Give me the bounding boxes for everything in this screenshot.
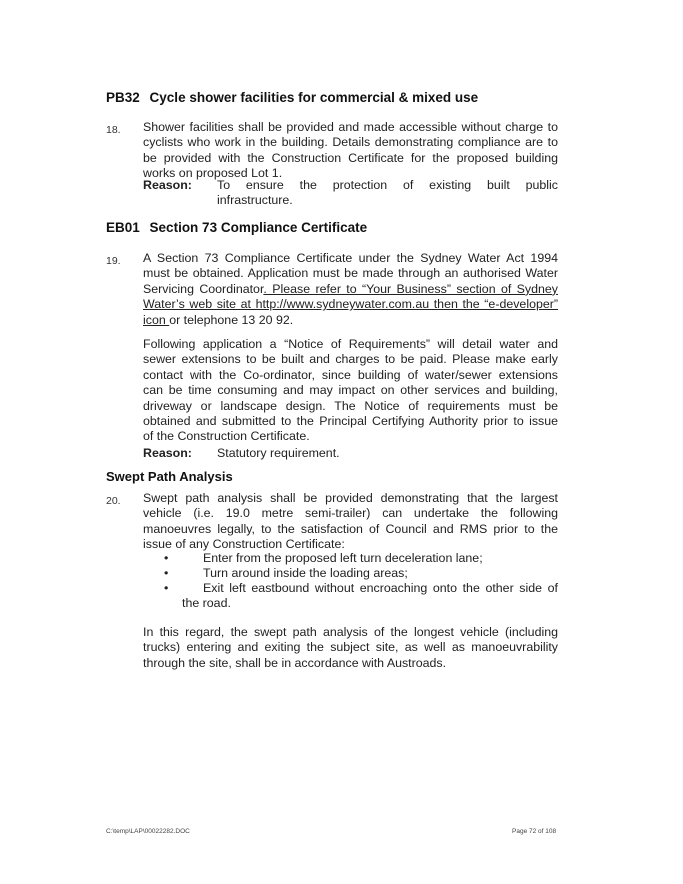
bullet-icon: •	[164, 551, 169, 565]
text-line: obtained and submitted to the Principal Certifying Authority prior to issue	[143, 414, 558, 429]
text-line: To ensure the protection of existing built public	[217, 178, 558, 192]
condition-text-18	[143, 120, 558, 182]
condition-title: Cycle shower facilities for commercial & mixed use	[149, 90, 479, 105]
heading-pb32	[106, 90, 478, 105]
condition-title: Section 73 Compliance Certificate	[149, 220, 368, 235]
bullet-icon: •	[164, 581, 169, 595]
condition-text-20-austroads	[143, 625, 558, 671]
text-line: Following application a “Notice of Requirements” will detail water and	[143, 337, 558, 351]
text-line: driveway or landscape design. The Notice of requirements must be	[143, 398, 558, 413]
condition-code: EB01	[106, 220, 140, 235]
text-line: Exit left eastbound without encroaching onto the other side of	[203, 581, 558, 595]
text-line: A Section 73 Compliance Certificate under the Sydney Water Act 1994	[143, 251, 558, 265]
text-line: through the site, shall be in accordance with Austroads.	[143, 655, 447, 670]
text-fragment: Servicing Coordinator	[143, 281, 264, 296]
text-line: be provided with the Construction Certificate for the proposed building	[143, 150, 558, 165]
text-line: must be obtained. Application must be made through an authorised Water	[143, 266, 558, 281]
text-line: In this regard, the swept path analysis of the longest vehicle (including	[143, 625, 558, 639]
bullet-text: Enter from the proposed left turn deceleration lane;	[203, 551, 483, 565]
text-line: infrastructure.	[217, 193, 293, 208]
reason-text	[217, 178, 558, 209]
condition-text-20	[143, 491, 558, 553]
reason-label: Reason:	[143, 446, 192, 460]
text-line: trucks) entering and exiting the subject site, as well as manoeuvrability	[143, 640, 558, 655]
sydney-water-link-text[interactable]: icon	[143, 312, 170, 327]
text-line: issue of any Construction Certificate:	[143, 537, 345, 552]
reason-text: Statutory requirement.	[217, 446, 340, 460]
text-line: Swept path analysis shall be provided demonstrating that the largest	[143, 491, 558, 505]
text-line	[143, 313, 558, 328]
text-line: manoeuvres legally, to the satisfaction of Council and RMS prior to the	[143, 521, 558, 536]
bullet-text	[203, 581, 558, 596]
bullet-icon: •	[164, 566, 169, 580]
condition-text-19	[143, 251, 558, 328]
text-line: Shower facilities shall be provided and made accessible without charge to	[143, 120, 558, 134]
text-line: contact with the Co-ordinator, since building of water/sewer extensions	[143, 367, 558, 382]
item-number: 20.	[106, 495, 121, 507]
condition-code: PB32	[106, 90, 140, 105]
condition-text-19-notice	[143, 337, 558, 445]
heading-swept-path: Swept Path Analysis	[106, 469, 233, 484]
footer-page-number: Page 72 of 108	[512, 828, 557, 835]
sydney-water-link-text[interactable]: Water’s web site at http://www.sydneywater.com.au then the “e-developer”	[143, 297, 558, 312]
bullet-text: Turn around inside the loading areas;	[203, 566, 408, 580]
text-line	[143, 282, 558, 297]
text-line: cyclists who work in the building. Details demonstrating compliance are to	[143, 135, 558, 150]
text-line: vehicle (i.e. 19.0 metre semi-trailer) can undertake the following	[143, 506, 558, 521]
text-line: can be time consuming and may impact on other services and building,	[143, 383, 558, 398]
reason-label: Reason:	[143, 178, 192, 192]
item-number: 19.	[106, 255, 121, 267]
text-line: works on proposed Lot 1.	[143, 166, 283, 181]
text-line: sewer extensions to be built and charges to be paid. Please make early	[143, 352, 558, 367]
footer-file-path: C:\temp\LAP\00022282.DOC	[106, 828, 190, 835]
item-number: 18.	[106, 124, 121, 136]
text-line: of the Construction Certificate.	[143, 429, 310, 444]
text-fragment: or telephone 13 20 92.	[169, 312, 294, 327]
heading-eb01	[106, 220, 367, 235]
sydney-water-link-text[interactable]: . Please refer to “Your Business” section of Sydney	[263, 281, 558, 296]
bullet-text: the road.	[182, 596, 231, 610]
